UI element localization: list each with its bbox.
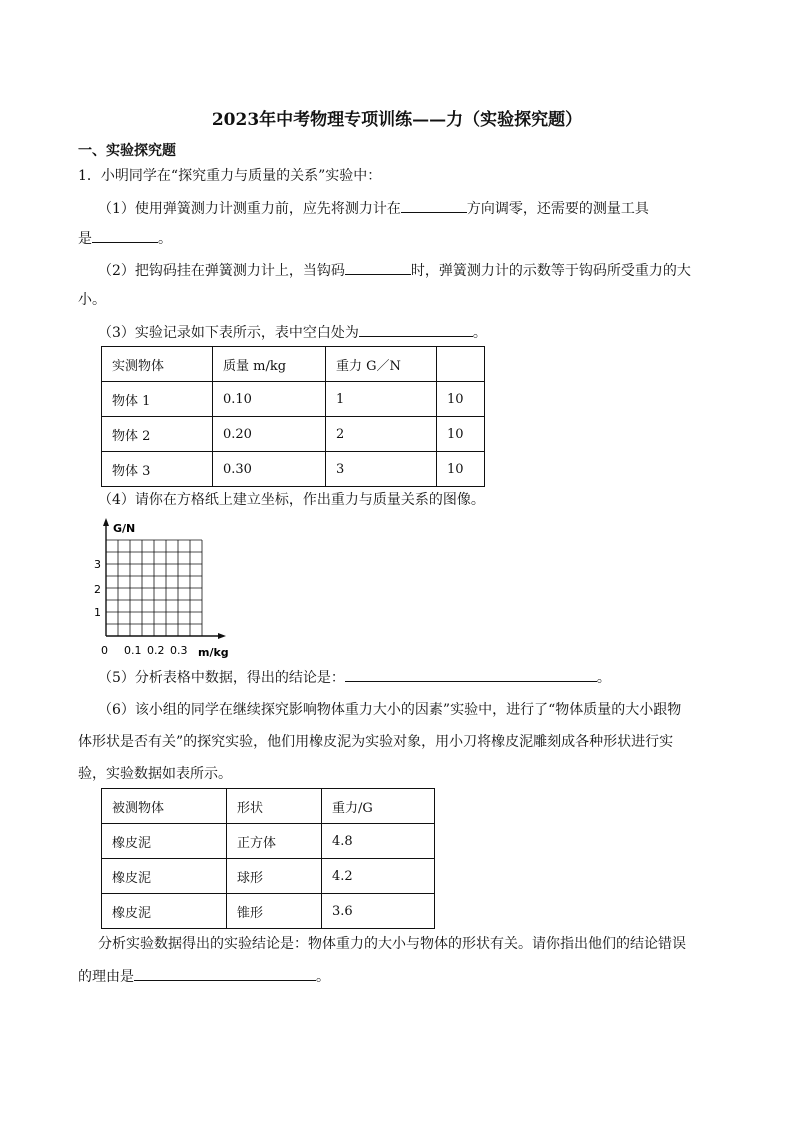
part-1-text-c: 是 bbox=[78, 231, 92, 247]
table-cell: 物体 1 bbox=[102, 382, 213, 417]
table-row bbox=[102, 452, 485, 487]
part-4-text: （4）请你在方格纸上建立坐标，作出重力与质量关系的图像。 bbox=[98, 492, 485, 508]
table-cell: 1 bbox=[326, 382, 437, 417]
table-cell: 0.20 bbox=[213, 417, 326, 452]
table-cell: 3 bbox=[326, 452, 437, 487]
data-table-1 bbox=[101, 346, 485, 487]
table-header-cell: 被测物体 bbox=[102, 789, 227, 824]
part-5-text-a: （5）分析表格中数据，得出的结论是： bbox=[98, 670, 345, 686]
table-cell: 物体 2 bbox=[102, 417, 213, 452]
question-intro: 1．小明同学在“探究重力与质量的关系”实验中： bbox=[78, 168, 382, 184]
table-cell: 橡皮泥 bbox=[102, 859, 227, 894]
part-7-line-2 bbox=[78, 966, 330, 987]
answer-blank-2[interactable] bbox=[92, 228, 158, 243]
table-row bbox=[102, 382, 485, 417]
part-2-text-b: 时，弹簧测力计的示数等于钩码所受重力的大 bbox=[410, 263, 691, 279]
x-tick-label: 0 bbox=[101, 644, 108, 657]
table-header-cell-blank bbox=[437, 347, 485, 382]
part-1-line-2 bbox=[78, 228, 172, 249]
part-1-text-b: 方向调零，还需要的测量工具 bbox=[466, 201, 649, 217]
page-title: 2023年中考物理专项训练——力（实验探究题） bbox=[211, 110, 583, 130]
table-header-row bbox=[102, 789, 435, 824]
part-3-text-a: （3）实验记录如下表所示，表中空白处为 bbox=[98, 325, 359, 341]
answer-blank-4[interactable] bbox=[359, 322, 473, 337]
x-axis-label: m/kg bbox=[198, 646, 229, 658]
table-cell: 10 bbox=[437, 382, 485, 417]
table-row bbox=[102, 859, 435, 894]
table-cell: 橡皮泥 bbox=[102, 824, 227, 859]
table-cell: 10 bbox=[437, 452, 485, 487]
table-header-cell: 重力/G bbox=[322, 789, 435, 824]
part-3-line bbox=[98, 322, 487, 343]
table-cell: 3.6 bbox=[322, 894, 435, 929]
table-row bbox=[102, 894, 435, 929]
table-header-cell: 重力 G／N bbox=[326, 347, 437, 382]
table-header-cell: 质量 m/kg bbox=[213, 347, 326, 382]
y-tick-label: 3 bbox=[94, 558, 101, 571]
x-axis-arrow-icon bbox=[218, 633, 226, 639]
part-6-line-2: 体形状是否有关”的探究实验，他们用橡皮泥为实验对象，用小刀将橡皮泥雕刻成各种形状进行实 bbox=[78, 734, 674, 750]
y-tick-label: 2 bbox=[94, 583, 101, 596]
answer-blank-3[interactable] bbox=[345, 260, 411, 275]
table-cell: 正方体 bbox=[227, 824, 322, 859]
part-1-text-d: 。 bbox=[158, 231, 172, 247]
grid-lines bbox=[106, 540, 202, 636]
answer-blank-6[interactable] bbox=[134, 966, 316, 981]
table-cell: 10 bbox=[437, 417, 485, 452]
part-7-text-b: 。 bbox=[316, 969, 330, 985]
table-cell: 2 bbox=[326, 417, 437, 452]
part-3-text-b: 。 bbox=[472, 325, 487, 341]
table-header-cell: 形状 bbox=[227, 789, 322, 824]
table-row bbox=[102, 824, 435, 859]
data-table-2 bbox=[101, 788, 435, 929]
y-axis-arrow-icon bbox=[103, 518, 109, 526]
part-7-line-1: 分析实验数据得出的实验结论是：物体重力的大小与物体的形状有关。请你指出他们的结论错误 bbox=[98, 936, 686, 952]
table-cell: 锥形 bbox=[227, 894, 322, 929]
table-cell: 物体 3 bbox=[102, 452, 213, 487]
part-7-text-a: 的理由是 bbox=[78, 969, 134, 985]
part-5-line bbox=[98, 667, 611, 688]
y-tick-label: 1 bbox=[94, 606, 101, 619]
answer-blank-5[interactable] bbox=[345, 667, 597, 682]
y-axis-label: G/N bbox=[113, 522, 136, 535]
part-2-text-a: （2）把钩码挂在弹簧测力计上，当钩码 bbox=[98, 263, 345, 279]
part-6-line-1: （6）该小组的同学在继续探究影响物体重力大小的因素”实验中，进行了“物体质量的大小跟物 bbox=[98, 702, 682, 718]
part-5-text-b: 。 bbox=[596, 670, 611, 686]
table-cell: 4.2 bbox=[322, 859, 435, 894]
answer-blank-1[interactable] bbox=[401, 198, 467, 213]
part-2-text-c: 小。 bbox=[78, 292, 106, 308]
table-cell: 球形 bbox=[227, 859, 322, 894]
table-cell: 4.8 bbox=[322, 824, 435, 859]
part-2-line-1 bbox=[98, 260, 691, 281]
part-1-line-1 bbox=[98, 198, 649, 219]
table-header-cell: 实测物体 bbox=[102, 347, 213, 382]
table-cell: 橡皮泥 bbox=[102, 894, 227, 929]
part-1-text-a: （1）使用弹簧测力计测重力前，应先将测力计在 bbox=[98, 201, 401, 217]
section-heading: 一、实验探究题 bbox=[78, 143, 176, 159]
table-header-row bbox=[102, 347, 485, 382]
x-tick-label: 0.2 bbox=[147, 644, 165, 657]
table-cell: 0.10 bbox=[213, 382, 326, 417]
x-tick-label: 0.1 bbox=[124, 644, 142, 657]
graph-paper bbox=[88, 516, 238, 658]
x-tick-label: 0.3 bbox=[170, 644, 188, 657]
table-cell: 0.30 bbox=[213, 452, 326, 487]
part-6-line-3: 验，实验数据如表所示。 bbox=[78, 766, 232, 782]
table-row bbox=[102, 417, 485, 452]
